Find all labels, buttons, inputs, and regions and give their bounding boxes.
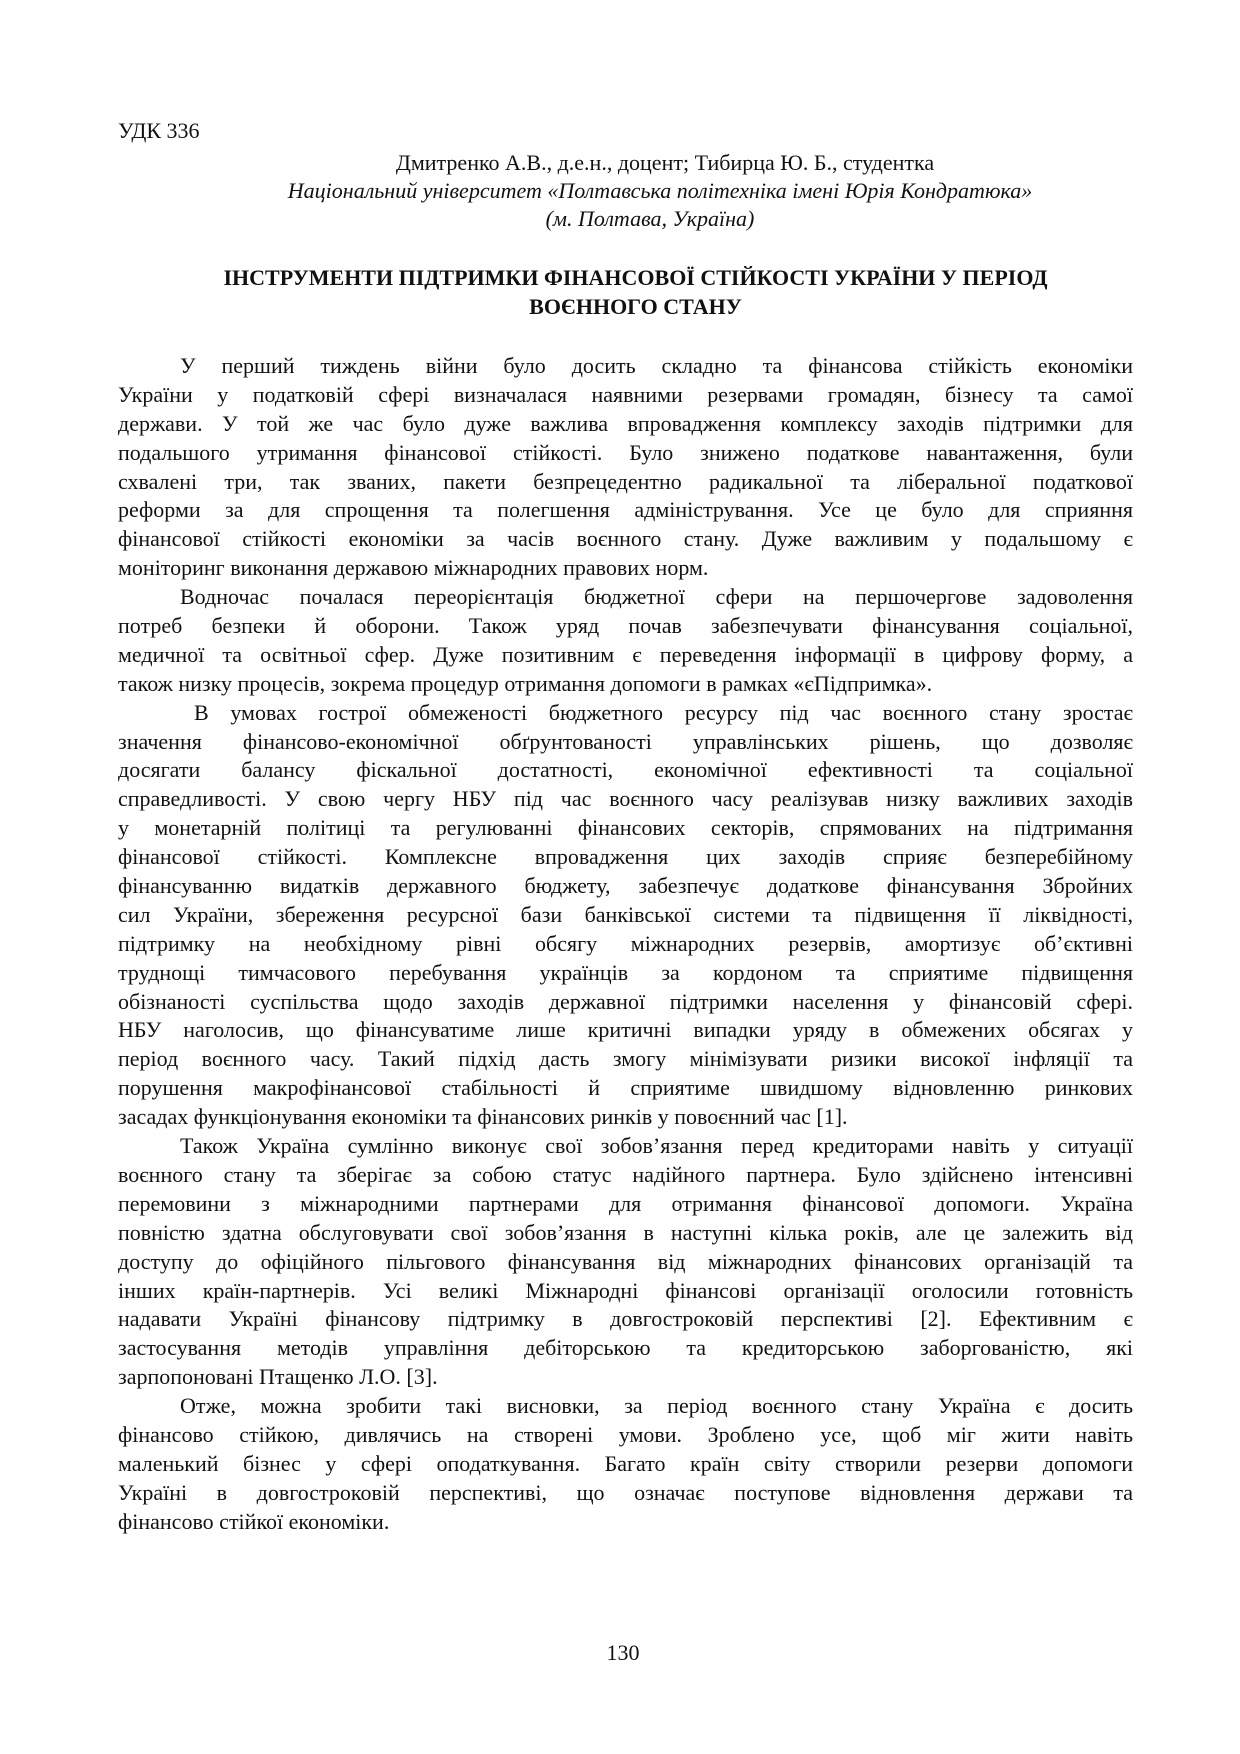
text-line: труднощі тимчасового перебування українців за кордоном та сприятиме підвищення bbox=[118, 959, 1133, 985]
text-line: період воєнного часу. Такий підхід дасть змогу мінімізувати ризики високої інфляції та bbox=[118, 1046, 1133, 1072]
text-line: справедливості. У свою чергу НБУ під час воєнного часу реалізував низку важливих заходів bbox=[118, 786, 1133, 812]
text-line: досягати балансу фіскальної достатності, економічної ефективності та соціальної bbox=[118, 757, 1133, 783]
page-number: 130 bbox=[606, 1640, 640, 1665]
text-line: України у податковій сфері визначалася наявними резервами громадян, бізнесу та самої bbox=[118, 381, 1133, 407]
text-line: сил України, збереження ресурсної бази банківської системи та підвищення її ліквідності, bbox=[118, 901, 1133, 927]
article-title bbox=[118, 263, 1133, 321]
paragraph bbox=[118, 1132, 1133, 1392]
text-line: значення фінансово-економічної обґрунтованості управлінських рішень, що дозволяє bbox=[118, 728, 1133, 754]
text-line: маленький бізнес у сфері оподаткування. Багато країн світу створили резерви допомоги bbox=[118, 1450, 1133, 1476]
text-line: моніторинг виконання державою міжнародних правових норм. bbox=[118, 555, 709, 581]
text-line: держави. У той же час було дуже важлива впровадження комплексу заходів підтримки для bbox=[118, 410, 1133, 436]
text-line: Україні в довгостроковій перспективі, що означає поступове відновлення держави та bbox=[118, 1479, 1133, 1505]
paragraph bbox=[118, 699, 1133, 1132]
paragraph bbox=[118, 352, 1133, 583]
text-line: Отже, можна зробити такі висновки, за період воєнного стану Україна є досить bbox=[180, 1393, 1133, 1419]
text-line: також низку процесів, зокрема процедур отримання допомоги в рамках «єПідпримка». bbox=[118, 670, 933, 696]
affiliation-line: Національний університет «Полтавська політехніка імені Юрія Кондратюка» bbox=[287, 178, 1033, 203]
article-body bbox=[118, 352, 1133, 1537]
text-line: у монетарній політиці та регулюванні фінансових секторів, спрямованих на підтримання bbox=[118, 815, 1133, 841]
paragraph bbox=[118, 1392, 1133, 1536]
authors-line: Дмитренко А.В., д.е.н., доцент; Тибирца Ю. Б., студентка bbox=[395, 150, 935, 175]
text-line: фінансової стійкості економіки за часів воєнного стану. Дуже важливим у подальшому є bbox=[118, 526, 1133, 552]
paragraph bbox=[118, 583, 1133, 699]
text-line: обізнаності суспільства щодо заходів державної підтримки населення у фінансовій сфері. bbox=[118, 988, 1133, 1014]
text-line: подальшого утримання фінансової стійкості. Було знижено податкове навантаження, були bbox=[118, 439, 1133, 465]
text-line: фінансово стійкою, дивлячись на створені умови. Зроблено усе, щоб міг жити навіть bbox=[118, 1421, 1133, 1447]
text-line: засадах функціонування економіки та фінансових ринків у повоєнний час [1]. bbox=[118, 1104, 848, 1130]
text-line: схвалені три, так званих, пакети безпрецедентно радикальної та ліберальної податкової bbox=[118, 468, 1133, 494]
text-line: медичної та освітньої сфер. Дуже позитивним є переведення інформації в цифрову форму, а bbox=[118, 641, 1133, 667]
city-line: (м. Полтава, Україна) bbox=[545, 206, 755, 231]
text-line: Також Україна сумлінно виконує свої зобов’язання перед кредиторами навіть у ситуації bbox=[180, 1133, 1133, 1159]
udk-code: УДК 336 bbox=[118, 118, 200, 143]
text-line: фінансової стійкості. Комплексне впровадження цих заходів сприяє безперебійному bbox=[118, 844, 1133, 870]
title-line: ІНСТРУМЕНТИ ПІДТРИМКИ ФІНАНСОВОЇ СТІЙКОСТІ УКРАЇНИ У ПЕРІОД bbox=[223, 265, 1048, 290]
text-line: У перший тиждень війни було досить складно та фінансова стійкість економіки bbox=[180, 353, 1133, 378]
text-line: надавати Україні фінансову підтримку в довгостроковій перспективі [2]. Ефективним є bbox=[118, 1306, 1133, 1332]
text-line: фінансуванню видатків державного бюджету, забезпечує додаткове фінансування Збройних bbox=[118, 873, 1133, 899]
text-line: Водночас почалася переорієнтація бюджетної сфери на першочергове задоволення bbox=[180, 584, 1133, 610]
text-line: перемовини з міжнародними партнерами для отримання фінансової допомоги. Україна bbox=[118, 1190, 1133, 1216]
title-line: ВОЄННОГО СТАНУ bbox=[529, 294, 742, 319]
text-line: зарпопоновані Птащенко Л.О. [3]. bbox=[118, 1364, 438, 1390]
text-line: воєнного стану та зберігає за собою статус надійного партнера. Було здійснено інтенсивні bbox=[118, 1161, 1133, 1187]
text-line: фінансово стійкої економіки. bbox=[118, 1508, 390, 1534]
text-line: доступу до офіційного пільгового фінансування від міжнародних фінансових організацій та bbox=[118, 1248, 1133, 1274]
text-line: інших країн-партнерів. Усі великі Міжнародні фінансові організації оголосили готовність bbox=[118, 1277, 1133, 1303]
text-line: НБУ наголосив, що фінансуватиме лише критичні випадки уряду в обмежених обсягах у bbox=[118, 1017, 1133, 1043]
text-line: порушення макрофінансової стабільності й сприятиме швидшому відновленню ринкових bbox=[118, 1075, 1133, 1101]
text-line: застосування методів управління дебіторською та кредиторською заборгованістю, які bbox=[118, 1335, 1133, 1361]
text-line: В умовах гострої обмеженості бюджетного ресурсу під час воєнного стану зростає bbox=[194, 699, 1133, 725]
text-line: повністю здатна обслуговувати свої зобов’язання в наступні кілька років, але це залежить від bbox=[118, 1219, 1133, 1245]
text-line: реформи за для спрощення та полегшення адміністрування. Усе це було для сприяння bbox=[118, 497, 1133, 523]
text-line: підтримку на необхідному рівні обсягу міжнародних резервів, амортизує об’єктивні bbox=[118, 930, 1133, 956]
text-line: потреб безпеки й оборони. Також уряд почав забезпечувати фінансування соціальної, bbox=[118, 613, 1133, 639]
